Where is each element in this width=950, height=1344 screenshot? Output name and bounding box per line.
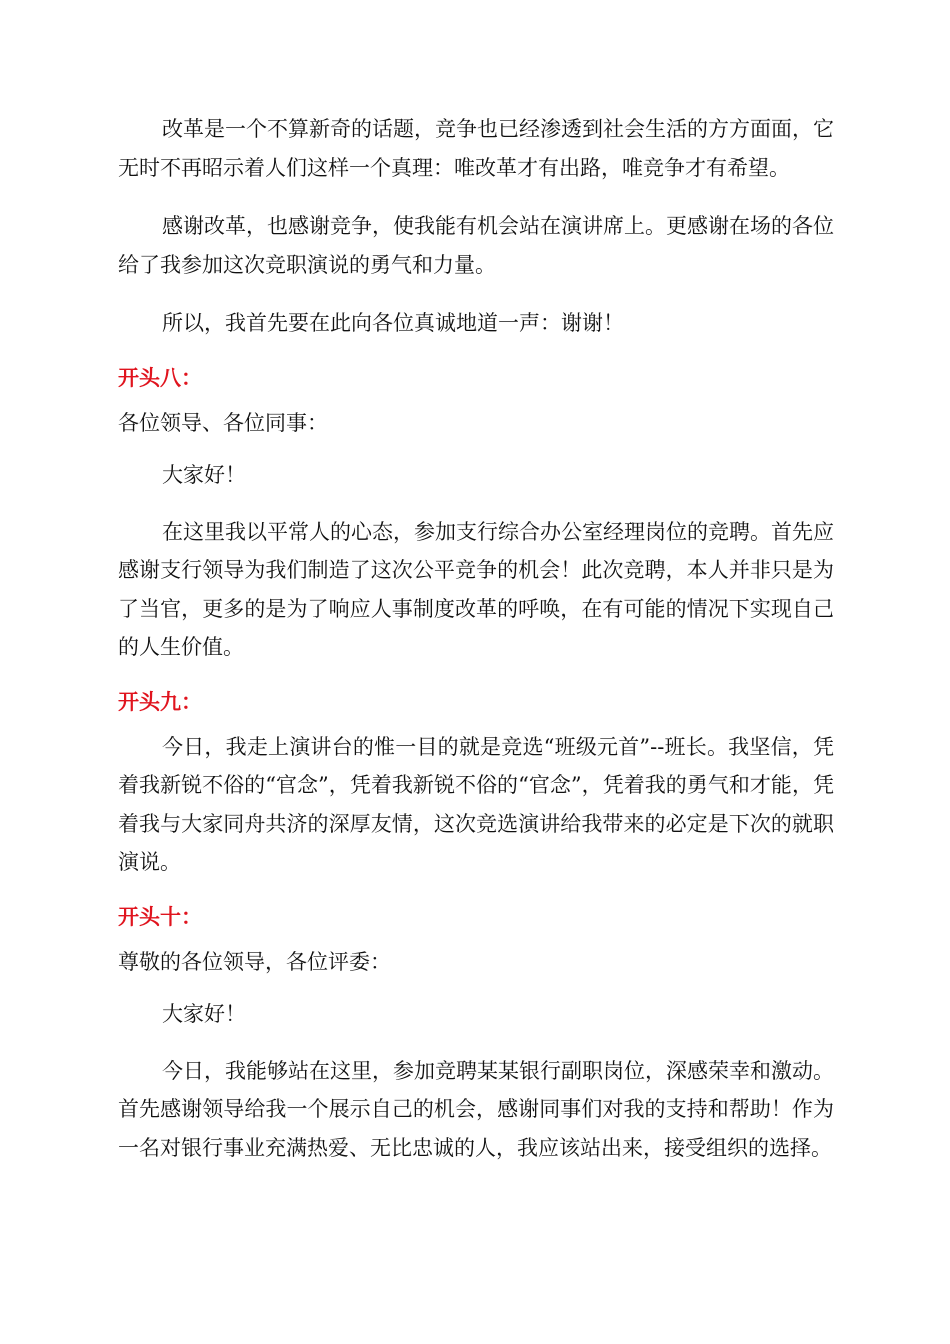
greeting-hello-2: 大家好！	[162, 1002, 246, 1026]
paragraph-thanks: 感谢改革，也感谢竞争，使我能有机会站在演讲席上。更感谢在场的各位给了我参加这次竞职演说的勇气和力量。	[118, 214, 834, 277]
greeting-hello: 大家好！	[162, 463, 246, 487]
paragraph-class-monitor: 今日，我走上演讲台的惟一目的就是竞选“班级元首”--班长。我坚信，凭着我新锐不俗的“官念”，凭着我新锐不俗的“官念”，凭着我的勇气和才能，凭着我与大家同舟共济的深厚友情，这次竞选演讲给我带来的必定是下次的就职演说。	[118, 734, 834, 874]
heading-opening-eight: 开头八：	[118, 365, 202, 390]
heading-opening-ten: 开头十：	[118, 904, 202, 929]
document-page	[118, 110, 834, 1187]
paragraph-bank-deputy: 今日，我能够站在这里，参加竞聘某某银行副职岗位，深感荣幸和激动。首先感谢领导给我一个展示自己的机会，感谢同事们对我的支持和帮助！作为一名对银行事业充满热爱、无比忠诚的人，我应该站出来，接受组织的选择。	[118, 1058, 834, 1160]
paragraph-sincere-thanks: 所以，我首先要在此向各位真诚地道一声：谢谢！	[162, 311, 624, 335]
salutation-leaders-judges: 尊敬的各位领导，各位评委：	[118, 949, 391, 974]
heading-opening-nine: 开头九：	[118, 689, 202, 714]
paragraph-office-manager: 在这里我以平常人的心态，参加支行综合办公室经理岗位的竞聘。首先应感谢支行领导为我们制造了这次公平竞争的机会！此次竞聘，本人并非只是为了当官，更多的是为了响应人事制度改革的呼唤，在有可能的情况下实现自己的人生价值。	[118, 519, 834, 659]
salutation-leaders-colleagues: 各位领导、各位同事：	[118, 410, 328, 435]
paragraph-reform: 改革是一个不算新奇的话题，竞争也已经渗透到社会生活的方方面面，它无时不再昭示着人们这样一个真理：唯改革才有出路，唯竞争才有希望。	[118, 117, 834, 180]
